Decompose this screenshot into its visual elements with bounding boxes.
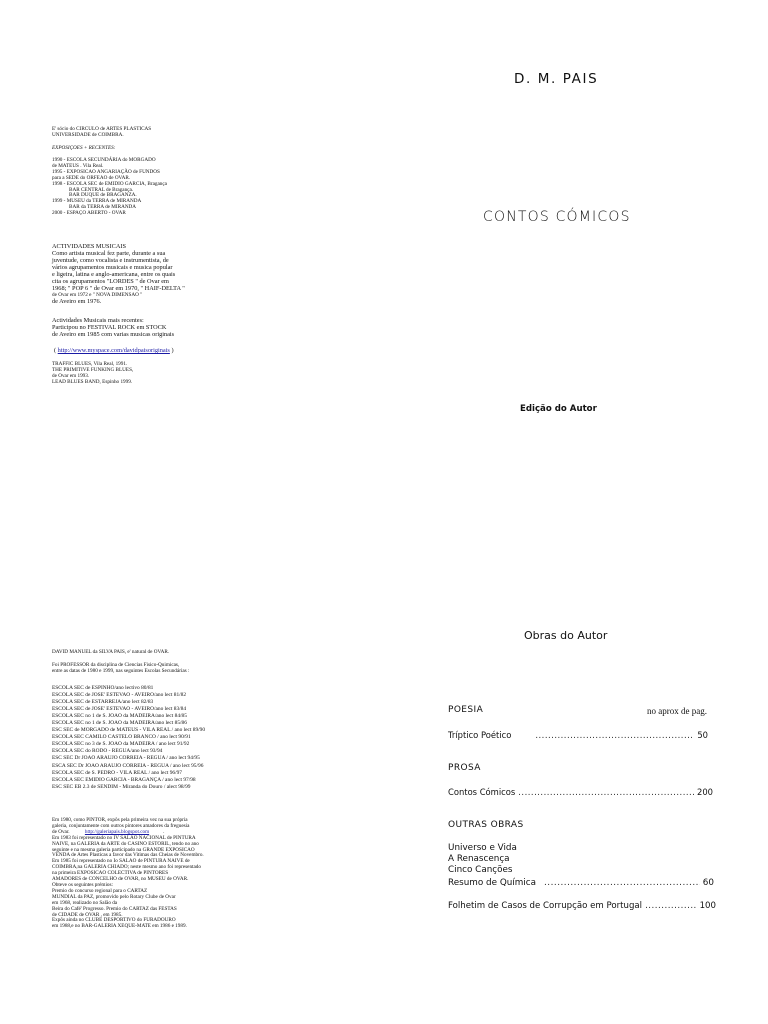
painter-line: na primeira EXPOSICAO COLECTIVA de PINTORES: [52, 870, 169, 877]
professor-line: entre as datas de 1980 e 1999, nas seguintes Escolas Secundárias :: [52, 667, 190, 674]
bands-list: [52, 362, 133, 386]
school-line: ESCA SEC Dr JOAO ARAUJO CORREIA - REGUA / ano lect 95/96: [52, 762, 204, 769]
music-line: 1968; " POP 6 " de Ovar em 1970, " HAIF-DELTA ": [52, 285, 185, 293]
school-line: ESC SEC Dr JOAO ARAUJO CORREIA - REGUA / ano lect 94/95: [52, 755, 200, 762]
toc-title: Tríptico Poético: [448, 730, 512, 740]
exhibition-line: 1999 - MUSEU da TERRA de MIRANDA: [52, 198, 142, 205]
toc-row: [448, 878, 716, 888]
professor-line: Foi PROFESSOR da disciplina de Ciencias Fisico-Quimicas,: [52, 662, 180, 668]
other-works-list: [448, 843, 517, 877]
book-title: CONTOS CÓMICOS: [483, 209, 631, 225]
works-heading: Obras do Autor: [524, 629, 608, 642]
music-line: juventude, como vocalista e instrumentista, de: [52, 257, 169, 265]
music-line: de Ovar em 1972 e " NOVA DIMENSAO ": [52, 291, 143, 298]
exhibitions-heading: EXPOSIÇOES + RECENTES:: [52, 145, 116, 151]
other-work-title: A Renascença: [448, 854, 510, 865]
exhibition-line: para a SEDE do ORFEAO de OVAR.: [52, 174, 131, 181]
school-line: ESCOLA SEC de S. PEDRO - VILA REAL / ano lect 96/97: [52, 769, 182, 776]
painter-line: Expôs ainda no CLUBE DESPORTIVO do FURADOURO: [52, 917, 176, 924]
toc-pages: 200: [697, 787, 713, 797]
toc-leader: [535, 730, 694, 740]
school-line: ESCOLA SEC no 1 de S. JOAO da MADEIRA/ano lect 84/85: [52, 713, 187, 720]
toc-row: [448, 901, 716, 911]
school-line: ESCOLA SEC EMIDIO GARCIA - BRAGANÇA / ano lect 97/98: [52, 776, 196, 783]
band-line: TRAFFIC BLUES, Vila Real, 1991.: [52, 361, 128, 367]
painter-link-suffix: .: [163, 828, 165, 835]
myspace-link[interactable]: http://www.myspace.com/davidpaisoriginais: [57, 347, 170, 354]
toc-row: [448, 730, 716, 740]
toc-title: Contos Cómicos: [448, 787, 516, 797]
poetry-section-label: POESIA: [448, 705, 484, 715]
toc-leader: [645, 901, 697, 911]
painter-paragraph: [52, 818, 204, 930]
band-line: LEAD BLUES BAND, Espinho 1999.: [52, 378, 133, 385]
professor-paragraph: [52, 663, 189, 675]
painter-line: Em 1980, como PINTOR, expôs pela primeira vez na sua própria: [52, 817, 188, 823]
membership-line: E' sócio do CIRCULO de ARTES PLASTICAS: [52, 126, 152, 132]
band-line: THE PRIMITIVE FUNKING BLUES,: [52, 366, 134, 373]
toc-pages: 60: [702, 878, 714, 888]
music-heading: ACTIVIDADES MUSICAIS: [52, 243, 126, 250]
painter-line: em 1968, realizado no Salão da: [52, 899, 118, 906]
toc-title: Resumo de Química: [448, 878, 537, 888]
painter-line: Em 1983 foi representado no IV SALAO NACIONAL de PINTURA: [52, 834, 196, 841]
author-name: D. M. PAIS: [514, 71, 599, 87]
toc-title: Folhetim de Casos de Corrupção em Portugal: [448, 901, 643, 911]
school-line: ESC SEC EB 2.3 de SENDIM - Miranda do Douro / alect 98/99: [52, 783, 191, 790]
band-line: de Ovar em 1993.: [52, 372, 90, 379]
other-work-title: Cinco Canções: [448, 865, 513, 876]
exhibition-line: 1998 - ESCOLA SEC de EMIDIO GARCIA, Bragança: [52, 180, 167, 187]
toc-leader: [544, 878, 700, 888]
toc-row: [448, 787, 716, 797]
music-line: de Aveiro em 1976.: [52, 298, 102, 306]
school-line: ESC SEC de MORGADO de MATEUS - VILA REAL / ano lect 89/90: [52, 727, 206, 734]
toc-leader: [518, 787, 694, 797]
toc-pages: 100: [699, 901, 716, 911]
music-line: e ligeira, latina e anglo-americana, entre os quais: [52, 271, 176, 279]
painter-line: em 1988,e no BAR-GALERIA XEQUE-MATE em 1986 e 1989.: [52, 923, 187, 930]
music-line: Como artista musical fez parte, durante a sua: [52, 250, 166, 257]
painter-line: NAIVE, na GALERIA da ARTE do CASINO ESTORIL, tendo no ano: [52, 840, 199, 847]
school-line: ESCOLA SEC no 3 de S. JOAO da MADEIRA / ano lect 91/92: [52, 741, 190, 748]
painter-line: Em 1985 foi representado no Io SALAO de PINTURA NAIVE de: [52, 858, 190, 865]
exhibition-line: 1990 - ESCOLA SECUNDÁRIA do MORGADO: [52, 157, 156, 163]
exhibition-line: BAR CENTRAL de Bragança.: [69, 186, 134, 193]
school-line: ESCOLA SEC de JOSE' ESTEVAO - AVEIRO/ano lect 83/84: [52, 706, 187, 713]
painter-line: Beira do Café' Progresso. Premio do CARTAZ das FESTAS: [52, 905, 177, 912]
prose-section-label: PROSA: [448, 763, 481, 773]
exhibition-line: BAR da TERRA de MIRANDA: [69, 204, 137, 211]
music-line: vários agrupamentos musicais e musica popular: [52, 264, 173, 272]
recent-line: Actividades Musicais mais recentes:: [52, 317, 144, 324]
myspace-link-line: [54, 347, 174, 354]
school-line: ESCOLA SEC no 1 de S. JOAO da MADEIRA/ano lect 85/86: [52, 720, 187, 727]
exhibitions-list: [52, 158, 167, 217]
other-works-section-label: OUTRAS OBRAS: [448, 820, 524, 830]
link-paren-open: (: [54, 347, 58, 354]
school-line: ESCOLA SEC CAMILO CASTELO BRANCO / ano lect 90/91: [52, 734, 191, 741]
exhibition-line: de MATEUS . Vila Real.: [52, 162, 104, 169]
school-line: ESCOLA SEC do RODO - REGUA/ano lect 93/94: [52, 748, 163, 755]
schools-list: [52, 685, 205, 791]
exhibition-line: BAR DUQUE de BRAGANZA.: [69, 192, 137, 199]
painter-line: AMADORES de CONCELHO de OVAR, no MUSEU de OVAR.: [52, 876, 189, 883]
link-paren-close: ): [169, 347, 174, 354]
painter-line: COIMBRA,na GALERIA CHIADO; neste mesmo ano foi representado: [52, 864, 201, 871]
other-work-title: Universo e Vida: [448, 843, 517, 853]
painter-line: Premio do concurso regional para o CARTAZ: [52, 887, 148, 894]
exhibition-line: 1995 - EXPOSICAO ANGARIAÇÃO de FUNDOS: [52, 168, 160, 175]
gallery-blog-link[interactable]: http://galeriapais.blogspot.com: [84, 828, 150, 835]
toc-pages: 50: [697, 730, 708, 740]
school-line: ESCOLA SEC de ESPINHO/ano lectivo 80/81: [52, 685, 154, 691]
painter-line: seguinte e na mesma galeria participado na GRANDE EXPOSICAO: [52, 846, 195, 853]
school-line: ESCOLA SEC de ESTARREJA/ano lect 82/83: [52, 699, 154, 706]
music-line: cita os agrupamentos "LORDES " de Ovar em: [52, 278, 169, 286]
recent-music: [52, 317, 174, 338]
exhibition-line: 2000 - ESPAÇO ABERTO - OVAR: [52, 210, 126, 217]
pages-column-label: no aprox de pag.: [647, 706, 707, 716]
painter-line: MUNDIAL da PAZ, promovido pelo Rotary Clube de Ovar: [52, 893, 176, 900]
membership-block: [52, 127, 151, 139]
music-paragraph: [52, 250, 185, 306]
recent-line: de Aveiro em 1985 com varias musicas originais: [52, 331, 175, 339]
school-line: ESCOLA SEC de JOSE' ESTEVAO - AVEIRO/ano lect 81/82: [52, 692, 187, 699]
painter-line: VENDA de Artes Plasticas a favor das Vitimas das Cheias de Novembro.: [52, 852, 204, 859]
painter-line: Obteve os seguintes prémios:: [52, 881, 113, 888]
membership-line: UNIVERSIDADE de COIMBRA.: [52, 131, 124, 138]
bio-intro: DAVID MANUEL da SILVA PAIS, e' natural de OVAR.: [52, 649, 170, 655]
painter-link-prefix: de Ovar.: [52, 828, 70, 835]
edition-label: Edição do Autor: [520, 404, 597, 414]
painter-line: de CIDADE de OVAR , em 1985.: [52, 911, 123, 918]
painter-line: galeria, conjuntamente com outros pintores amadores da freguesia: [52, 822, 190, 829]
recent-line: Participou no FESTIVAL ROCK em STOCK: [52, 324, 167, 332]
